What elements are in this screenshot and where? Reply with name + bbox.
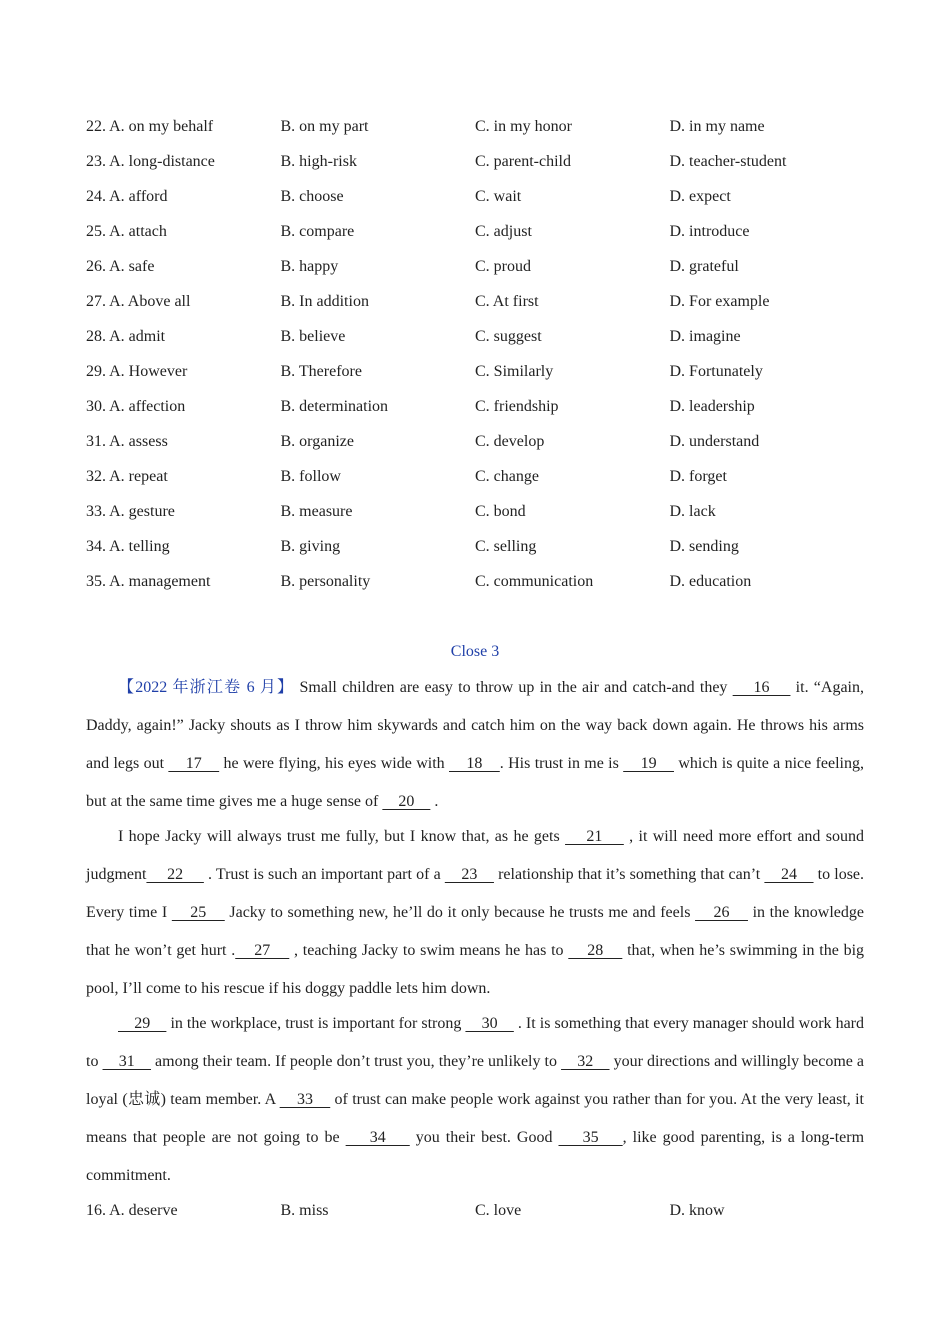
blank-18: 18: [449, 755, 500, 772]
option-c: C. parent-child: [475, 153, 571, 170]
option-d: D. know: [669, 1202, 725, 1219]
option-a: 26. A. safe: [86, 258, 155, 275]
option-d: D. teacher-student: [669, 153, 787, 170]
option-a: 22. A. on my behalf: [86, 118, 214, 135]
option-d: D. Fortunately: [669, 363, 763, 380]
blank-33: 33: [279, 1091, 331, 1108]
blank-28: 28: [568, 942, 623, 959]
option-c: C. selling: [475, 538, 537, 555]
option-c: C. change: [475, 468, 539, 485]
option-row: [86, 1197, 864, 1232]
cloze-passage: [86, 669, 864, 1195]
option-row: [86, 498, 864, 533]
option-b: B. happy: [280, 258, 339, 275]
option-row: [86, 428, 864, 463]
option-d: D. in my name: [669, 118, 765, 135]
option-row: [86, 253, 864, 288]
option-d: D. lack: [669, 503, 716, 520]
passage-paragraph-1: 【2022 年浙江卷 6 月】 Small children are easy to throw up in the air and catch-and they 16 it. “Again, Daddy, again!” Jacky shouts as I throw him skywards and catch him on the way back down again. He throws his arms and legs out 17 he were flying, his eyes wide with 18 . His trust in me is 19 which is quite a nice feeling, but at the same time gives me a huge sense of 20 .: [86, 679, 865, 810]
option-b: B. organize: [280, 433, 354, 450]
blank-27: 27: [235, 942, 290, 959]
option-a: 31. A. assess: [86, 433, 168, 450]
blank-22: 22: [146, 866, 204, 883]
passage-paragraph-2: I hope Jacky will always trust me fully, but I know that, as he gets 21 , it will need more effort and sound judgment 22 . Trust is such an important part of a 23 relationship that it’s something that can’t 24 to lose. Every time I 25 Jacky to something new, he’ll do it only because he trusts me and feels 26 in the knowledge that he won’t get hurt . 27 , teaching Jacky to swim means he has to 28 that, when he’s swimming in the big pool, I’ll come to his rescue if his doggy paddle lets him down.: [86, 828, 865, 997]
option-c: C. At first: [475, 293, 539, 310]
option-row: [86, 183, 864, 218]
option-c: C. love: [475, 1202, 522, 1219]
blank-20: 20: [382, 793, 431, 810]
option-b: B. on my part: [280, 118, 369, 135]
option-c: C. suggest: [475, 328, 542, 345]
passage-paragraph-3: 29 in the workplace, trust is important for strong 30 . It is something that every manager should work hard to 31 among their team. If people don’t trust you, they’re unlikely to 32 your directions and willingly become a loyal (忠诚) team member. A 33 of trust can make people work against you rather than for you. At the very least, it means that people are not going to be 34 you their best. Good 35 , like good parenting, is a long-term commitment.: [86, 1015, 865, 1184]
option-d: D. education: [669, 573, 752, 590]
option-a: 34. A. telling: [86, 538, 170, 555]
option-a: 27. A. Above all: [86, 293, 191, 310]
option-c: C. Similarly: [475, 363, 554, 380]
option-b: B. Therefore: [280, 363, 362, 380]
option-row: [86, 358, 864, 393]
option-c: C. friendship: [475, 398, 559, 415]
option-b: B. measure: [280, 503, 353, 520]
option-b: B. giving: [280, 538, 341, 555]
option-row: [86, 568, 864, 603]
option-d: D. For example: [669, 293, 770, 310]
option-a: 29. A. However: [86, 363, 188, 380]
section-title: Close 3: [450, 643, 500, 660]
blank-34: 34: [345, 1129, 410, 1146]
option-d: D. forget: [669, 468, 727, 485]
option-b: B. choose: [280, 188, 344, 205]
option-c: C. bond: [475, 503, 526, 520]
option-b: B. personality: [280, 573, 371, 590]
option-a: 24. A. afford: [86, 188, 168, 205]
option-d: D. leadership: [669, 398, 755, 415]
options-list-16: [86, 1197, 864, 1232]
option-row: [86, 533, 864, 568]
option-c: C. communication: [475, 573, 594, 590]
option-a: 35. A. management: [86, 573, 211, 590]
option-row: [86, 218, 864, 253]
blank-29: 29: [118, 1015, 167, 1032]
blank-21: 21: [565, 828, 624, 845]
option-a: 32. A. repeat: [86, 468, 168, 485]
option-c: C. adjust: [475, 223, 532, 240]
option-row: [86, 148, 864, 183]
option-c: C. proud: [475, 258, 531, 275]
option-a: 28. A. admit: [86, 328, 166, 345]
blank-35: 35: [558, 1129, 623, 1146]
blank-32: 32: [561, 1053, 610, 1070]
blank-26: 26: [695, 904, 748, 921]
option-row: [86, 288, 864, 323]
option-d: D. imagine: [669, 328, 741, 345]
option-d: D. introduce: [669, 223, 750, 240]
option-a: 30. A. affection: [86, 398, 186, 415]
blank-30: 30: [465, 1015, 514, 1032]
blank-16: 16: [732, 679, 791, 696]
option-row: [86, 393, 864, 428]
option-a: 25. A. attach: [86, 223, 167, 240]
option-a: 33. A. gesture: [86, 503, 175, 520]
blank-24: 24: [764, 866, 814, 883]
blank-19: 19: [623, 755, 674, 772]
option-d: D. grateful: [669, 258, 739, 275]
option-c: C. develop: [475, 433, 545, 450]
option-b: B. determination: [280, 398, 389, 415]
option-row: [86, 323, 864, 358]
option-row: [86, 113, 864, 148]
option-b: B. believe: [280, 328, 346, 345]
option-d: D. sending: [669, 538, 739, 555]
option-d: D. understand: [669, 433, 760, 450]
option-a: 23. A. long-distance: [86, 153, 215, 170]
option-b: B. In addition: [280, 293, 369, 310]
blank-25: 25: [171, 904, 225, 921]
option-d: D. expect: [669, 188, 731, 205]
option-b: B. compare: [280, 223, 355, 240]
blank-23: 23: [444, 866, 494, 883]
option-b: B. high-risk: [280, 153, 357, 170]
source-tag: 【2022 年浙江卷 6 月】: [118, 679, 295, 696]
option-b: B. miss: [280, 1202, 329, 1219]
option-b: B. follow: [280, 468, 341, 485]
option-c: C. in my honor: [475, 118, 572, 135]
options-list-22-35: [86, 113, 864, 603]
blank-31: 31: [102, 1053, 151, 1070]
option-row: [86, 463, 864, 498]
option-c: C. wait: [475, 188, 522, 205]
blank-17: 17: [168, 755, 220, 772]
option-a: 16. A. deserve: [86, 1202, 178, 1219]
